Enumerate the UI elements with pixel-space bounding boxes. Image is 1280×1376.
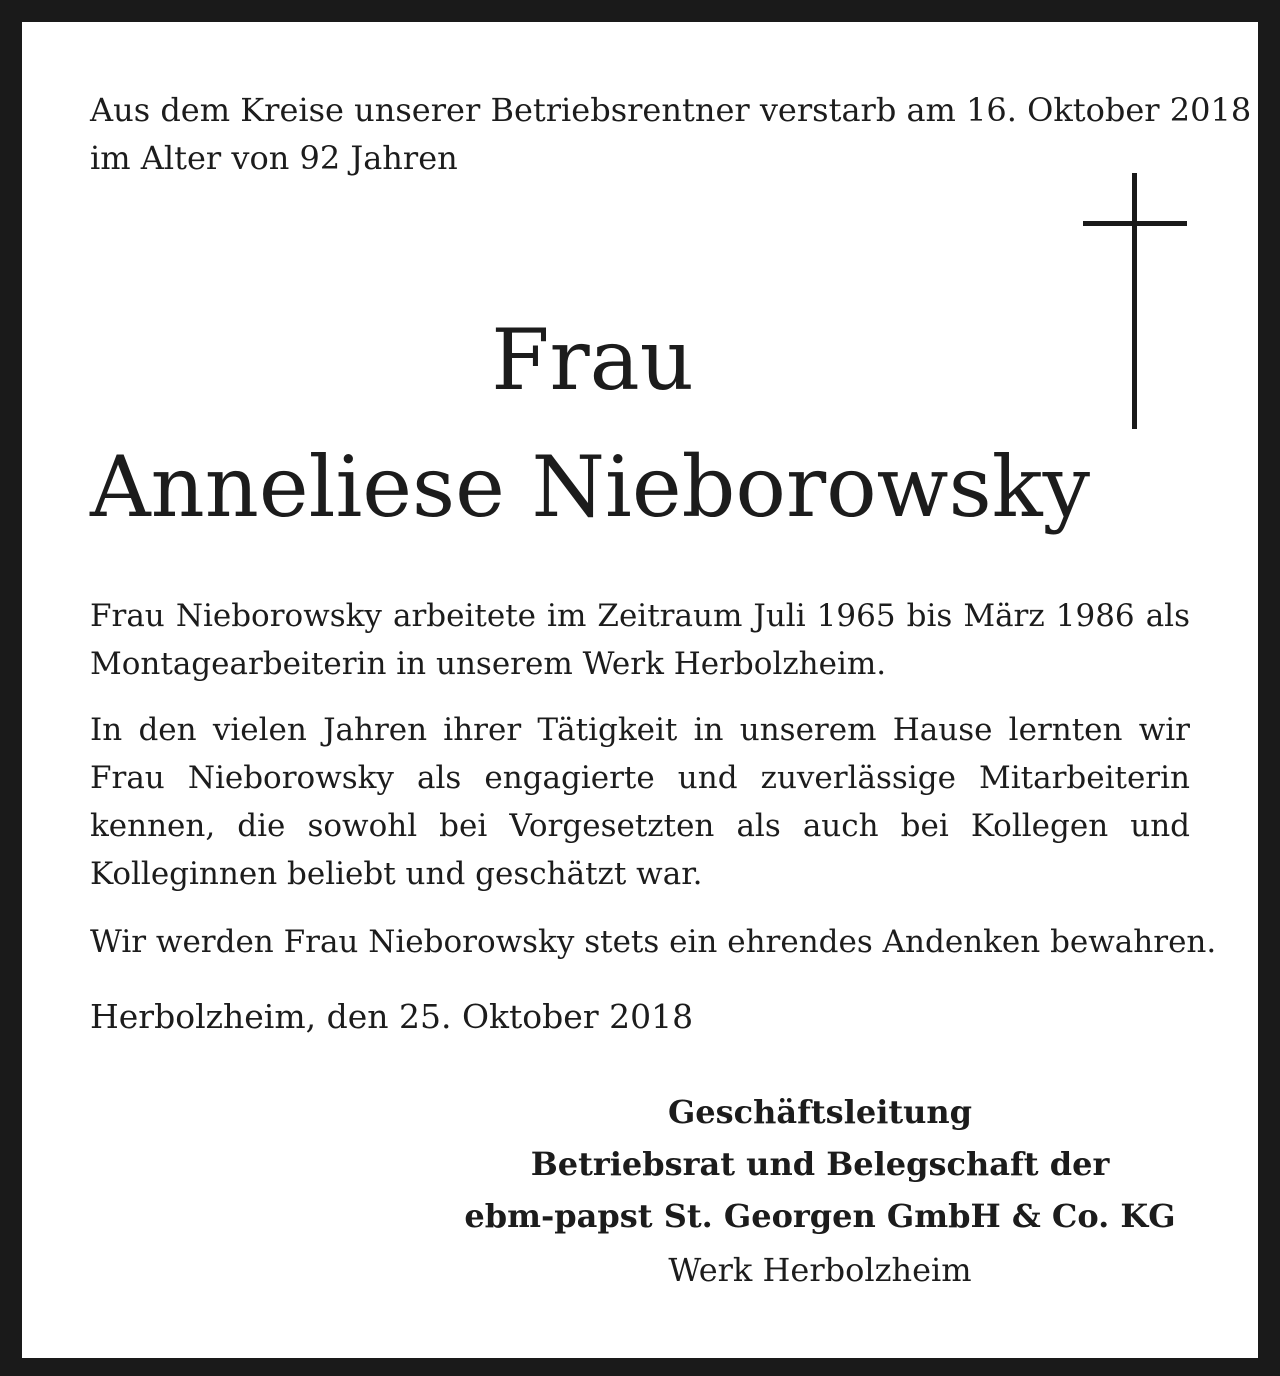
place-and-date: Herbolzheim, den 25. Oktober 2018	[90, 997, 694, 1036]
signature-works-council: Betriebsrat und Belegschaft der	[530, 1145, 1110, 1183]
signature-company: ebm-papst St. Georgen GmbH & Co. KG	[464, 1197, 1176, 1235]
deceased-name: Anneliese Nieborowsky	[90, 438, 1091, 536]
remembrance-paragraph: Wir werden Frau Nieborowsky stets ein ehrendes Andenken bewahren.	[90, 924, 1217, 960]
signature-plant: Werk Herbolzheim	[668, 1251, 972, 1289]
signature-block	[420, 1086, 1220, 1296]
cross-horizontal-bar	[1083, 221, 1187, 226]
signature-management: Geschäftsleitung	[667, 1093, 973, 1131]
tribute-paragraph: In den vielen Jahren ihrer Tätigkeit in unserem Hause lernten wir Frau Nieborowsky als engagierte und zuverlässige Mitarbeiterin kennen, die sowohl bei Vorgesetzten als auch bei Kollegen und Kolleginnen beliebt und geschätzt war.	[90, 712, 1190, 892]
intro-line-2: im Alter von 92 Jahren	[90, 139, 458, 177]
title-salutation: Frau	[491, 311, 694, 409]
employment-paragraph: Frau Nieborowsky arbeitete im Zeitraum Juli 1965 bis März 1986 als Montagearbeiterin in unserem Werk Herbolzheim.	[90, 598, 1190, 682]
intro-line-1: Aus dem Kreise unserer Betriebsrentner verstarb am 16. Oktober 2018	[90, 91, 1252, 129]
intro-text	[90, 86, 1252, 182]
